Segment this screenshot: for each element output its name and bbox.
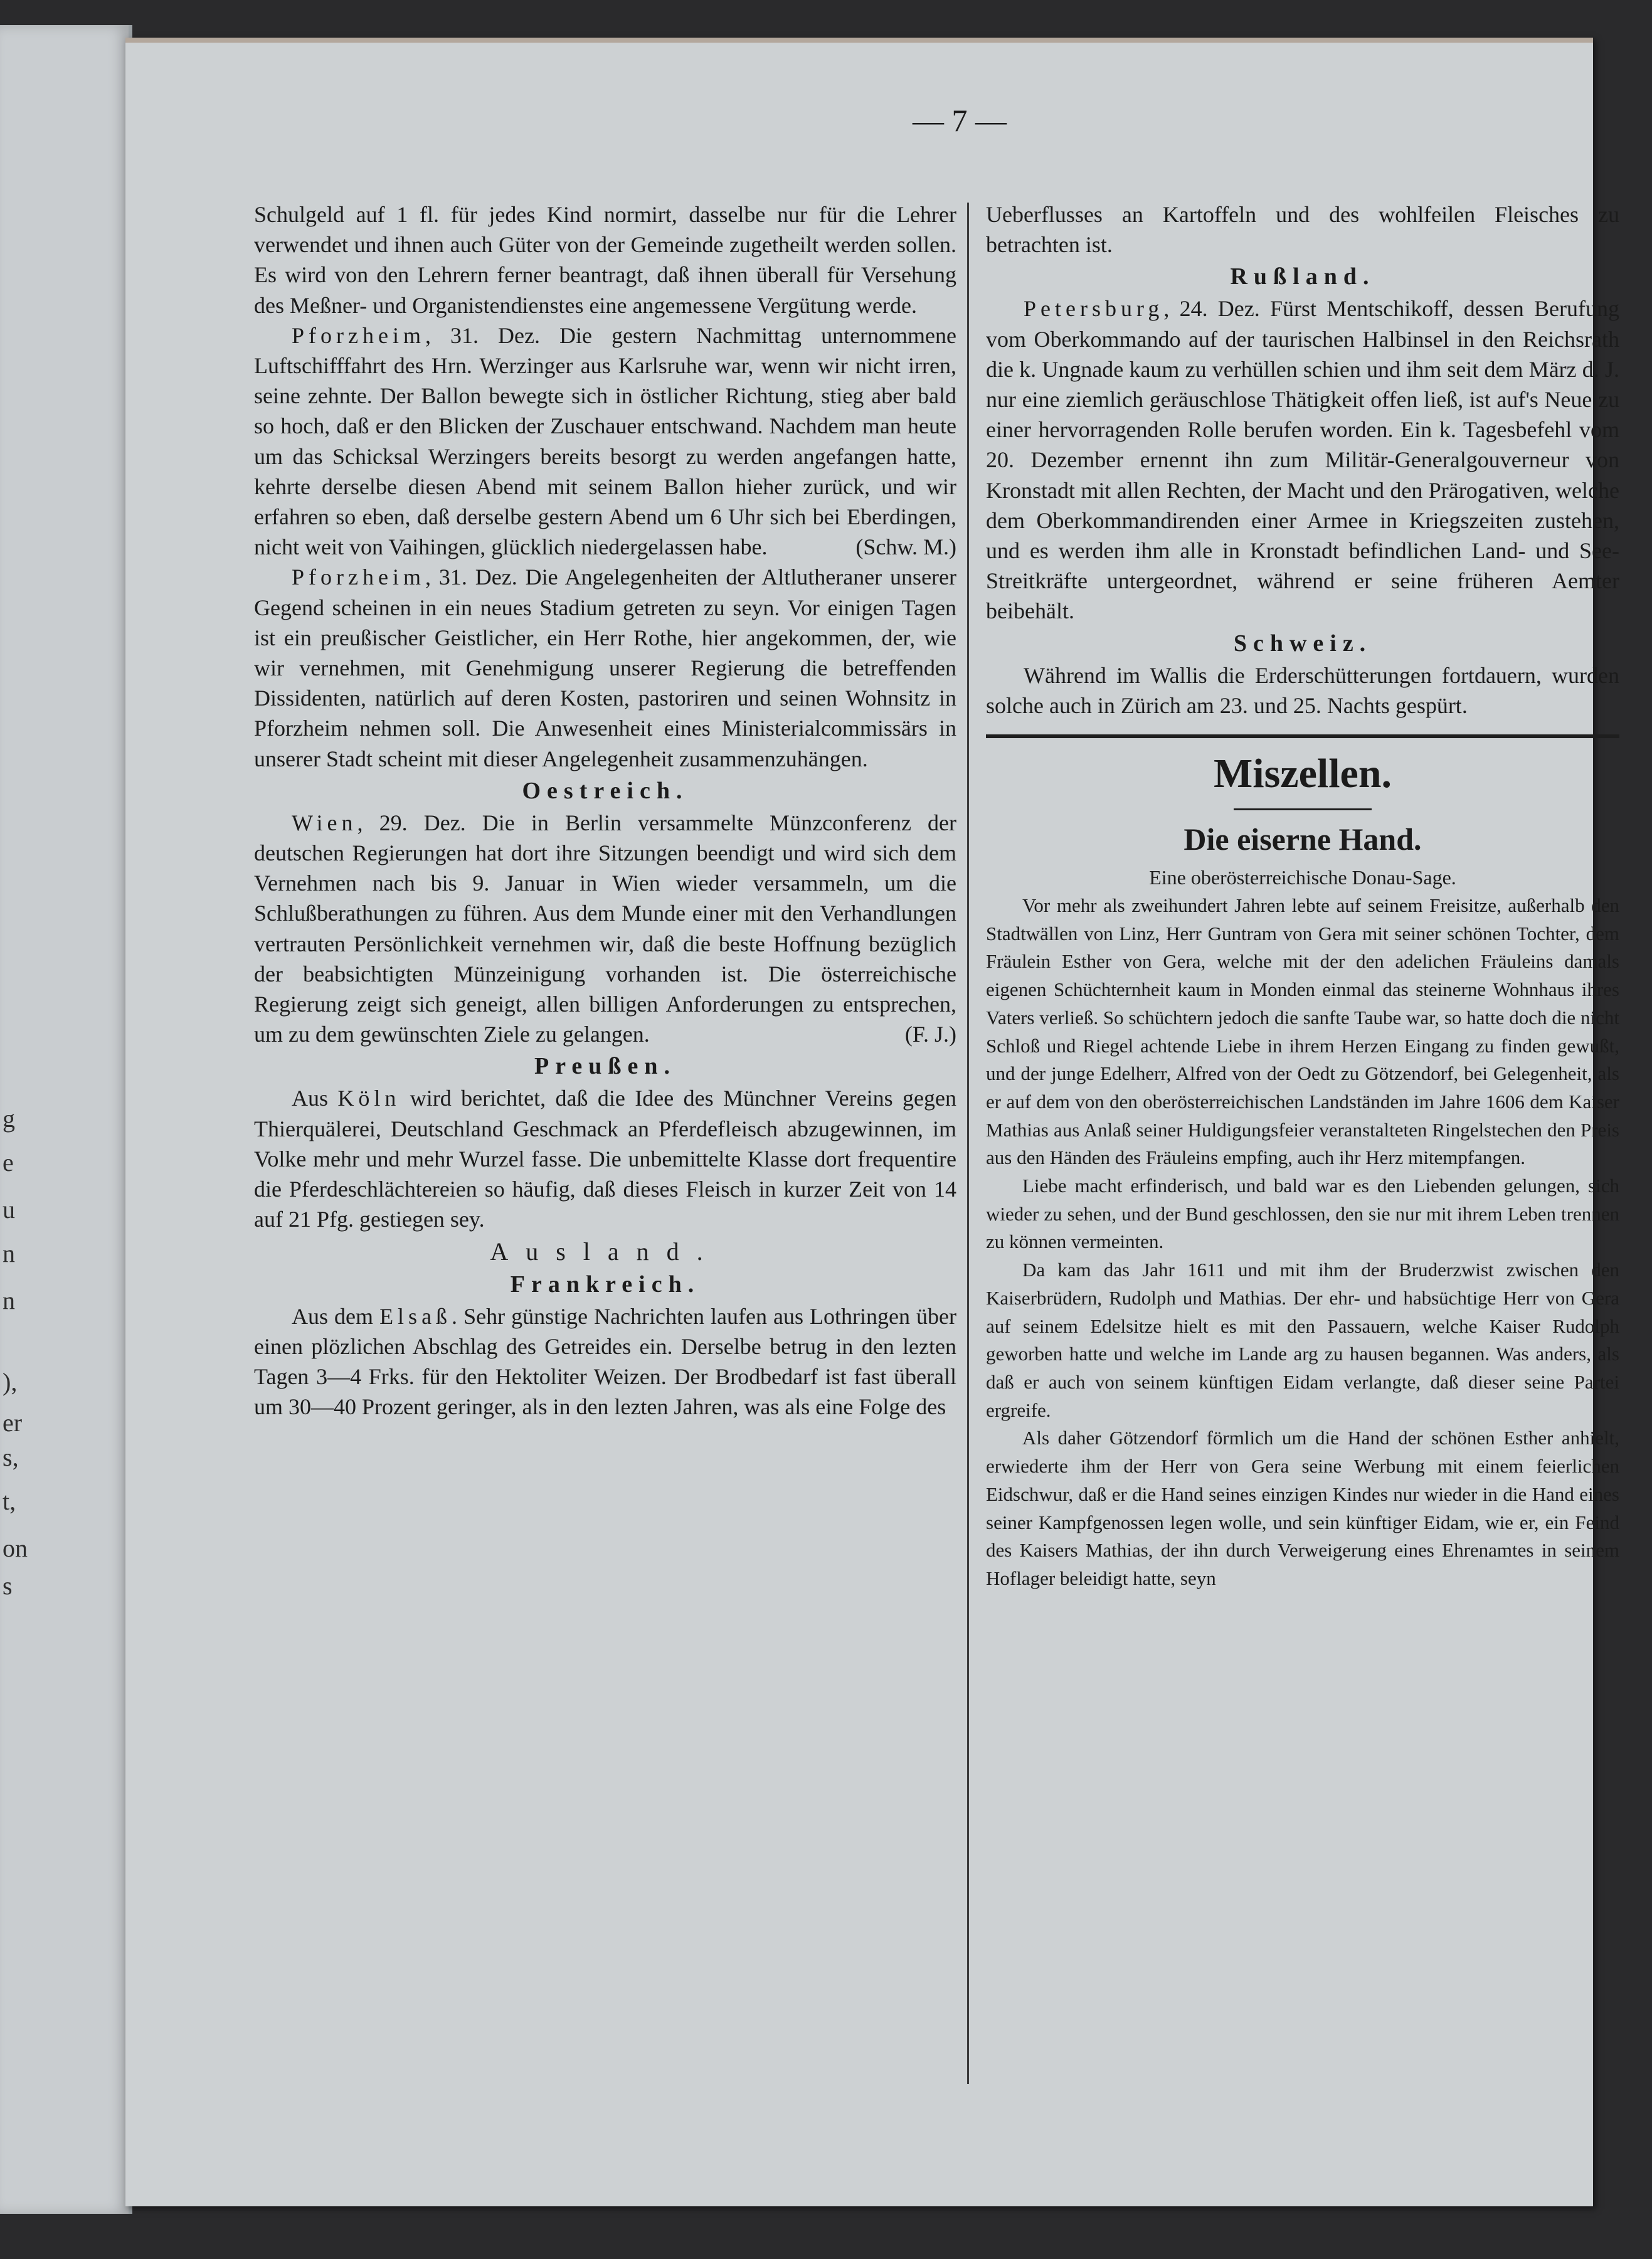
news-section: [986, 199, 1619, 721]
dateline-place: Wien: [292, 810, 357, 835]
section-heading: Schweiz.: [1233, 630, 1372, 657]
left-page-fragment: ),: [3, 1368, 18, 1396]
left-page-fragment: g: [3, 1104, 15, 1133]
dateline-place: Pforzheim: [292, 564, 425, 590]
left-page-fragment: s,: [3, 1443, 19, 1471]
left-page-fragment: n: [3, 1239, 15, 1267]
lead-text: Aus dem: [292, 1303, 380, 1329]
left-column: [254, 199, 956, 1422]
miszellen-title: Miszellen.: [1213, 751, 1392, 797]
lead-text: Aus: [292, 1086, 338, 1111]
paragraph-text: Ueberflusses an Kartoffeln und des wohlfeilen Fleisches zu betrachten ist.: [986, 202, 1619, 258]
section-heading: Ausland.: [490, 1237, 721, 1266]
right-column: [986, 199, 1619, 1593]
column-divider: [967, 203, 969, 2084]
story-paragraph: Vor mehr als zweihundert Jahren lebte auf seinem Freisitze, außerhalb den Stadtwällen von Linz, Herr Guntram von Gera mit seiner schönen Tochter, dem Fräulein Esther von Gera, welche mit der den adelichen Fräuleins damals eigenen Schüchternheit kaum in Monden einmal das steinerne Wohnhaus ihres Vaters verließ. So schüchtern jedoch die sanfte Taube war, so hatte doch die nicht Schloß und Riegel achtende Liebe in ihrem Herzen Eingang zu finden gewußt, und der junge Edelherr, Alfred von der Oedt zu Götzendorf, bei Gelegenheit, als er auf dem von den oberösterreichischen Landständen im Jahre 1606 dem Kaiser Mathias aus Anlaß seiner Huldigungsfeier veranstalteten Ringelstechen den Preis aus den Händen des Fräuleins empfing, auch ihr Herz mitempfangen.: [986, 894, 1619, 1169]
left-page-fragment: e: [3, 1148, 14, 1177]
news-paragraph: [254, 1083, 956, 1234]
section-heading: Oestreich.: [522, 777, 689, 804]
story-paragraph: Als daher Götzendorf förmlich um die Hand der schönen Esther anhielt, erwiederte ihm der Herr von Gera seine Werbung mit einem feierlichen Eidschwur, daß er die Hand seines einzigen Kindes nur wieder in die Hand eines seiner Kampfgenossen legen wolle, und sein künftiger Eidam, wie er, ein Feind des Kaisers Mathias, der ihn durch Verweigerung eines Ehrenamtes in seinem Hoflager beleidigt hatte, seyn: [986, 1427, 1619, 1589]
news-paragraph: [254, 562, 956, 773]
left-page-fragment: u: [3, 1195, 15, 1224]
source-citation: (Schw. M.): [855, 534, 956, 560]
source-citation: (F. J.): [904, 1022, 956, 1047]
paragraph-text: Schulgeld auf 1 fl. für jedes Kind normirt, dasselbe nur für die Lehrer verwendet und ihnen auch Güter von der Gemeinde zugetheilt werden sollen. Es wird von den Lehrern ferner beantragt, daß ihnen überall für Versehung des Meßner- und Organistendienstes eine angemessene Vergütung werde.: [254, 202, 956, 318]
dateline-place: Elsaß: [379, 1303, 452, 1329]
news-paragraph: [254, 199, 956, 320]
news-paragraph: [986, 199, 1619, 260]
story-paragraph: Da kam das Jahr 1611 und mit ihm der Bruderzwist zwischen den Kaiserbrüdern, Rudolph und Mathias. Der ehr- und habsüchtige Herr von Gera auf seinem Edelsitze hielt es mit den Passauern, welche Kaiser Rudolph geworben hatte und welche im Lande arg zu hausen begannen. Was anders, als daß er auch von seinem künftigen Eidam verlangte, daß dieser seine Partei ergreife.: [986, 1259, 1619, 1421]
left-page-fragment: er: [3, 1409, 23, 1437]
left-page-fragment: n: [3, 1286, 15, 1315]
paragraph-text: . Sehr günstige Nachrichten laufen aus Lothringen über einen plözlichen Abschlag des Getreides ein. Derselbe betrug in den lezten Tagen 3—4 Frks. für den Hektoliter Weizen. Der Brodbedarf ist fast überall um 30—40 Prozent geringer, als in den lezten Jahren, was als eine Folge des: [254, 1303, 957, 1420]
paragraph-text: , 29. Dez. Die in Berlin versammelte Münzconferenz der deutschen Regierungen hat dort ihre Sitzungen beendigt und wird sich dem Vernehmen nach bis 9. Januar in Wien wieder versammeln, um die Schlußberathungen zu führen. Aus dem Munde einer mit den Verhandlungen vertrauten Persönlichkeit vernehmen wir, daß die beste Hoffnung bezüglich der beabsichtigten Münzeinigung vorhanden ist. Die österreichische Regierung zeigt sich geneigt, allen billigen Anforderungen zu entsprechen, um zu dem gewünschten Ziele zu gelangen.: [254, 810, 956, 1047]
news-paragraph: [986, 660, 1619, 721]
section-heading: Frankreich.: [510, 1271, 701, 1298]
newspaper-page: [125, 38, 1619, 2206]
news-paragraph: [986, 294, 1619, 626]
section-rule: [986, 734, 1619, 738]
title-rule: [1234, 808, 1372, 810]
left-page-fragment: s: [3, 1572, 13, 1600]
section-heading: Preußen.: [534, 1053, 677, 1080]
paragraph-text: wird berichtet, daß die Idee des Münchner Vereins gegen Thierquälerei, Deutschland Geschmack an Pferdefleisch abzugewinnen, im Volke mehr und mehr Wurzel fasse. Die unbemittelte Klasse dort frequentire die Pferdeschlächtereien so häufig, daß dieses Fleisch in kurzer Zeit von 14 auf 21 Pfg. gestiegen sey.: [254, 1086, 956, 1232]
left-page-fragment: on: [3, 1534, 28, 1562]
paragraph-text: , 24. Dez. Fürst Mentschikoff, dessen Berufung vom Oberkommando auf der taurischen Halbinsel in den Reichsrath die k. Ungnade kaum zu verhüllen schien und ihm seit dem März d. J. nur eine ziemlich geräuschlose Thätigkeit offen ließ, ist auf's Neue zu einer hervorragenden Rolle berufen worden. Ein k. Tagesbefehl vom 20. Dezember ernennt ihn zum Militär-Generalgouverneur von Kronstadt mit allen Rechten, der Macht und den Prärogativen, welche dem Oberkommandirenden einer Armee in Kriegszeiten zustehen, und es werden ihm alle in Kronstadt befindlichen Land- und See-Streitkräfte untergeordnet, während er seine früheren Aemter beibehält.: [986, 296, 1619, 624]
story-text: [986, 892, 1619, 1593]
left-page-fragment: t,: [3, 1487, 16, 1515]
dateline-place: Köln: [337, 1086, 401, 1111]
news-paragraph: [254, 320, 956, 563]
story-subtitle: Eine oberösterreichische Donau-Sage.: [1149, 866, 1456, 889]
paragraph-text: Während im Wallis die Erderschütterungen fortdauern, wurden solche auch in Zürich am 23. und 25. Nachts gespürt.: [986, 662, 1619, 718]
news-paragraph: [254, 1301, 956, 1422]
story-paragraph: Liebe macht erfinderisch, und bald war es den Liebenden gelungen, sich wieder zu sehen, und der Bund geschlossen, den sie nur mit ihrem Leben trennen zu können vermeinten.: [986, 1175, 1619, 1253]
section-heading: Rußland.: [1230, 263, 1375, 290]
story-title: Die eiserne Hand.: [1183, 822, 1422, 857]
dateline-place: Pforzheim: [292, 322, 425, 348]
news-paragraph: [254, 808, 956, 1050]
dateline-place: Petersburg: [1024, 296, 1164, 322]
paragraph-text: , 31. Dez. Die Angelegenheiten der Altlutheraner unserer Gegend scheinen in ein neues Stadium getreten zu seyn. Vor einigen Tagen ist ein preußischer Geistlicher, ein Herr Rothe, hier angekommen, der, wie wir vernehmen, mit Genehmigung unserer Regierung die betreffenden Dissidenten, natürlich auf deren Kosten, pastoriren und seinen Wohnsitz in Pforzheim nehmen soll. Die Anwesenheit eines Ministerialcommissärs in unserer Stadt scheint mit dieser Angelegenheit zusammenzuhängen.: [254, 564, 956, 771]
left-page-edge: [0, 25, 132, 2214]
page-number: — 7 —: [913, 103, 1007, 138]
paragraph-text: , 31. Dez. Die gestern Nachmittag unternommene Luftschifffahrt des Hrn. Werzinger aus Karlsruhe war, wenn wir nicht irren, seine zehnte. Der Ballon bewegte sich in östlicher Richtung, stieg aber bald so hoch, daß er den Blicken der Zuschauer entschwand. Nachdem man heute um das Schicksal Werzingers bereits besorgt zu werden angefangen hatte, kehrte derselbe diesen Abend mit seinem Ballon hieher zurück, und wir erfahren so eben, daß derselbe gestern Abend um 6 Uhr sich bei Eberdingen, nicht weit von Vaihingen, glücklich niedergelassen habe.: [254, 322, 956, 560]
